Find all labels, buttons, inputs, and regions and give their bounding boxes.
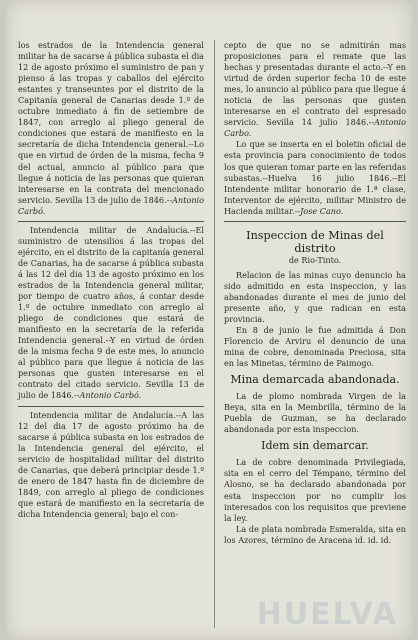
section-title: Inspeccion de Minas del distrito — [246, 228, 384, 255]
signature: Antonio Carbó. — [79, 390, 142, 401]
left-column — [18, 40, 204, 520]
notice-paragraph: cepto de que no se admitirán mas proposiciones para el remate que las hechas y presentadas durante el acto.--Y en virtud de órden superior fecha 10 de este mes, lo anuncio al público para que llegue á noticia de las personas que gusten interesarse en el contrato del espresado servicio. Sevilla 14 julio 1846.--Antonio Carbo. — [224, 40, 406, 139]
right-column — [224, 40, 406, 546]
section-subtitle: de Rio-Tinto. — [288, 254, 342, 265]
subheading: Mina demarcada abandonada. — [230, 373, 400, 387]
body-paragraph: En 8 de junio le fue admitida á Don Florencio de Arviru el denuncio de una mina de cobre, denominada Preciosa, sita en las Minetas, término de Paimogo. — [224, 324, 406, 369]
body-paragraph: La de plomo nombrada Virgen de la Beya, sita en la Membrilla, término de la Puebla de Guzman, se ha declarado abandonada por esta inspeccion. — [224, 391, 406, 435]
signature: Antonio Carbo. — [224, 117, 406, 139]
notice-paragraph: Lo que se inserta en el boletin oficial de esta provincia para conocimiento de todos los que quieran tomar parte en las referidas subastas.--Huelva 16 julio 1846.--El Intendente militar honorario de 1.ª clase, Interventor de ejército, militar Ministro de Hacienda militar.--Jose Cano. — [224, 139, 406, 216]
newspaper-page — [6, 0, 412, 640]
notice-paragraph: los estrados de la Intendencia general militar ha de sacarse á pública subasta el dia 12 de agosto próximo el suministro de pan y pienso á las tropas y caballos del ejército estantes y transeuntes por el distrito de la Capitanía general de Canarias desde 1.º de octubre inmediato á fin de setiembre de 1847, con arreglo al pliego general de condiciones que estará de manifiesto en la secretaría de dicha Intendencia general.--Lo que en virtud de órden de la misma, fecha 9 del actual, anuncio al público para que llegue á noticia de las personas que quieran interesarse en la contrata del mencionado servicio. Sevilla 13 de julio de 1846.--Antonio Carbó. — [18, 40, 204, 216]
notice-paragraph: Intendencia militar de Andalucía.--El suministro de utensilios á las tropas del ejército, en el distrito de la capitanía general de Canarias, ha de sacarse á pública subasta á las 12 del dia 13 de agosto próximo en los estrados de la Intendencia general militar, por tiempo de cuatro años, á contar desde 1.º de octubre inmediato con arreglo al pliego de condiciones que estará de manifiesto en la secretaría de la referida Intendencia general.--Y en virtud de órden de la misma fecha 9 de este mes, lo anuncio al público para que llegue á noticia de las personas que gusten interesarse en el contrato del citado servicio. Sevilla 13 de julio de 1846.--Antonio Carbó. — [18, 224, 204, 401]
signature: Antonio Carbó. — [18, 194, 204, 216]
column-divider — [214, 40, 215, 628]
body-paragraph: Relacion de las minas cuyo denuncio ha sido admitido en esta inspeccion, y las abandonadas durante el mes de junio del presente año, y que radican en esta provincia. — [224, 269, 406, 324]
separator-rule — [18, 406, 204, 407]
separator-rule — [224, 221, 406, 222]
signature: Jose Cano. — [300, 205, 344, 216]
notice-paragraph: Intendencia militar de Andalucía.--A las 12 del dia 17 de agosto próximo ha de sacarse á pública subasta en los estrados de la Intendencia general del ejército, el servicio de hospitalidad militar del distrito de Canarias, que deberá principiar desde 1.º de enero de 1847 hasta fin de diciembre de 1849, con arreglo al pliego de condiciones que estará de manifiesto en la secretaría de dicha Intendencia general; bajo el con- — [18, 409, 204, 519]
subheading: Idem sin demarcar. — [261, 439, 369, 453]
body-paragraph: La de cobre denominada Privilegiada, sita en el cerro del Témpano, término del Alosno, se ha declarado abandonada por esta inspeccion por no cumplir los interesados con los requisitos que previene la ley. — [224, 457, 406, 523]
body-paragraph: La de plata nombrada Esmeralda, sita en los Azores, término de Aracena id. id. id. — [224, 523, 406, 545]
library-watermark: HUELVA — [256, 597, 398, 632]
separator-rule — [18, 221, 204, 222]
